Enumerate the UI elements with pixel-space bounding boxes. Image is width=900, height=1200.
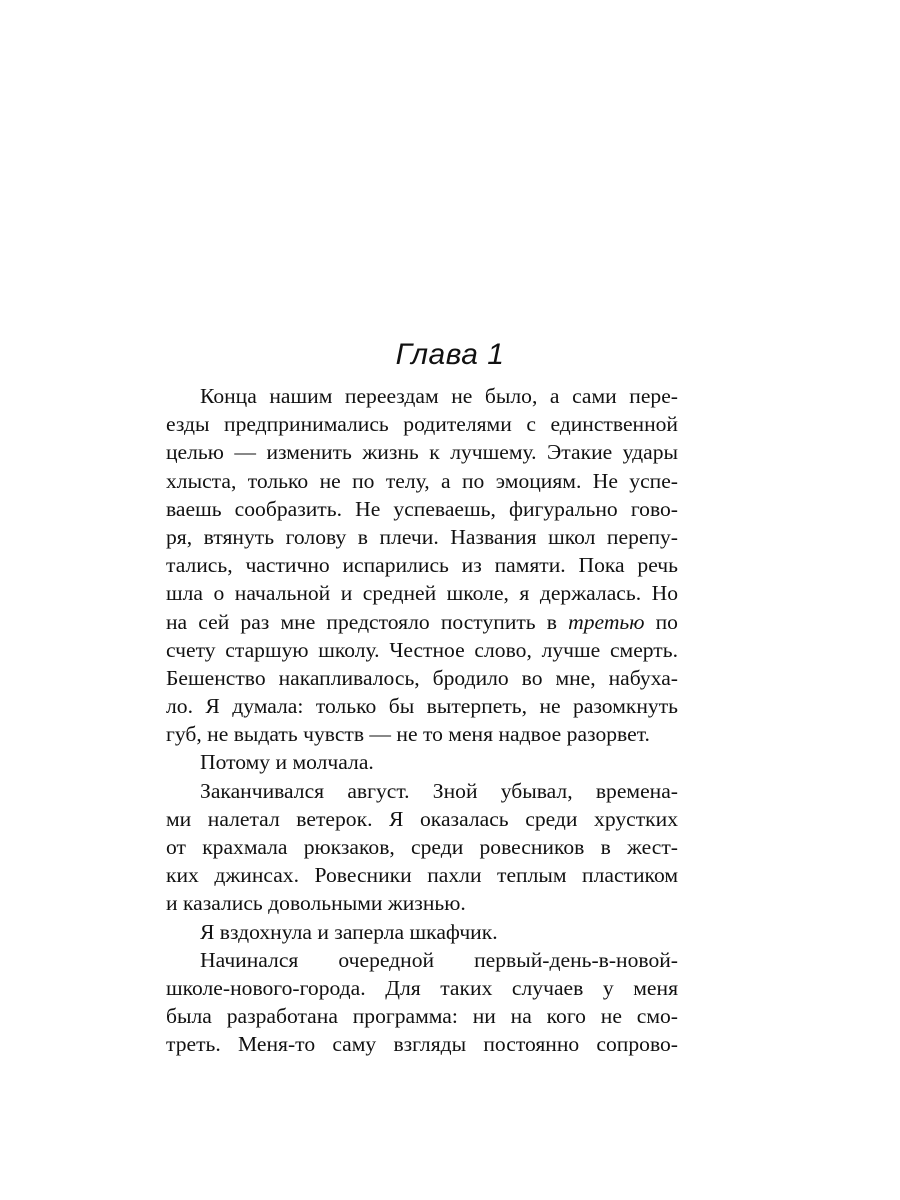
text-line: Бешенство накапливалось, бродило во мне, набуха- [166,665,678,690]
paragraph-1 [166,382,678,748]
text-line: Потому и молчала. [200,750,374,775]
paragraph-5 [166,946,678,1059]
text-line: ких джинсах. Ровесники пахли теплым пластиком [166,863,678,888]
text-line [166,608,678,636]
text-line: Я вздохнула и заперла шкафчик. [200,919,498,944]
text-segment: по [644,609,678,634]
text-line: шла о начальной и средней школе, я держалась. Но [166,581,678,606]
text-line: ми налетал ветерок. Я оказалась среди хрустких [166,806,678,831]
text-line: Заканчивался август. Зной убывал, времена- [200,778,678,803]
paragraph-2 [166,748,678,776]
text-line: и казались довольными жизнью. [166,891,466,916]
text-line: тались, частично испарились из памяти. Пока речь [166,553,678,578]
text-line: была разработана программа: ни на кого не смо- [166,1004,678,1029]
text-line: целью — изменить жизнь к лучшему. Этакие удары [166,440,678,465]
paragraph-3 [166,777,678,918]
emphasized-word: третью [568,609,645,634]
text-line: губ, не выдать чувств — не то меня надвое разорвет. [166,722,650,747]
chapter-title: Глава 1 [395,338,505,371]
text-line: Начинался очередной первый-день-в-новой- [200,947,678,972]
text-line: хлыста, только не по телу, а по эмоциям. Не успе- [166,468,678,493]
text-segment: на сей раз мне предстояло поступить в [166,609,569,634]
text-line: школе-нового-города. Для таких случаев у меня [166,975,678,1000]
text-line: ря, втянуть голову в плечи. Названия школ перепу- [166,524,678,549]
text-line: треть. Меня-то саму взгляды постоянно сопрово- [166,1032,678,1057]
text-line: ло. Я думала: только бы вытерпеть, не разомкнуть [166,694,678,719]
text-line: счету старшую школу. Честное слово, лучше смерть. [166,637,678,662]
chapter-text [166,382,678,1059]
text-line: езды предпринимались родителями с единственной [166,412,678,437]
text-line: ваешь сообразить. Не успеваешь, фигурально гово- [166,496,678,521]
text-line: Конца нашим переездам не было, а сами пере- [200,384,678,408]
paragraph-4 [166,918,678,946]
text-line: от крахмала рюкзаков, среди ровесников в жест- [166,835,678,859]
